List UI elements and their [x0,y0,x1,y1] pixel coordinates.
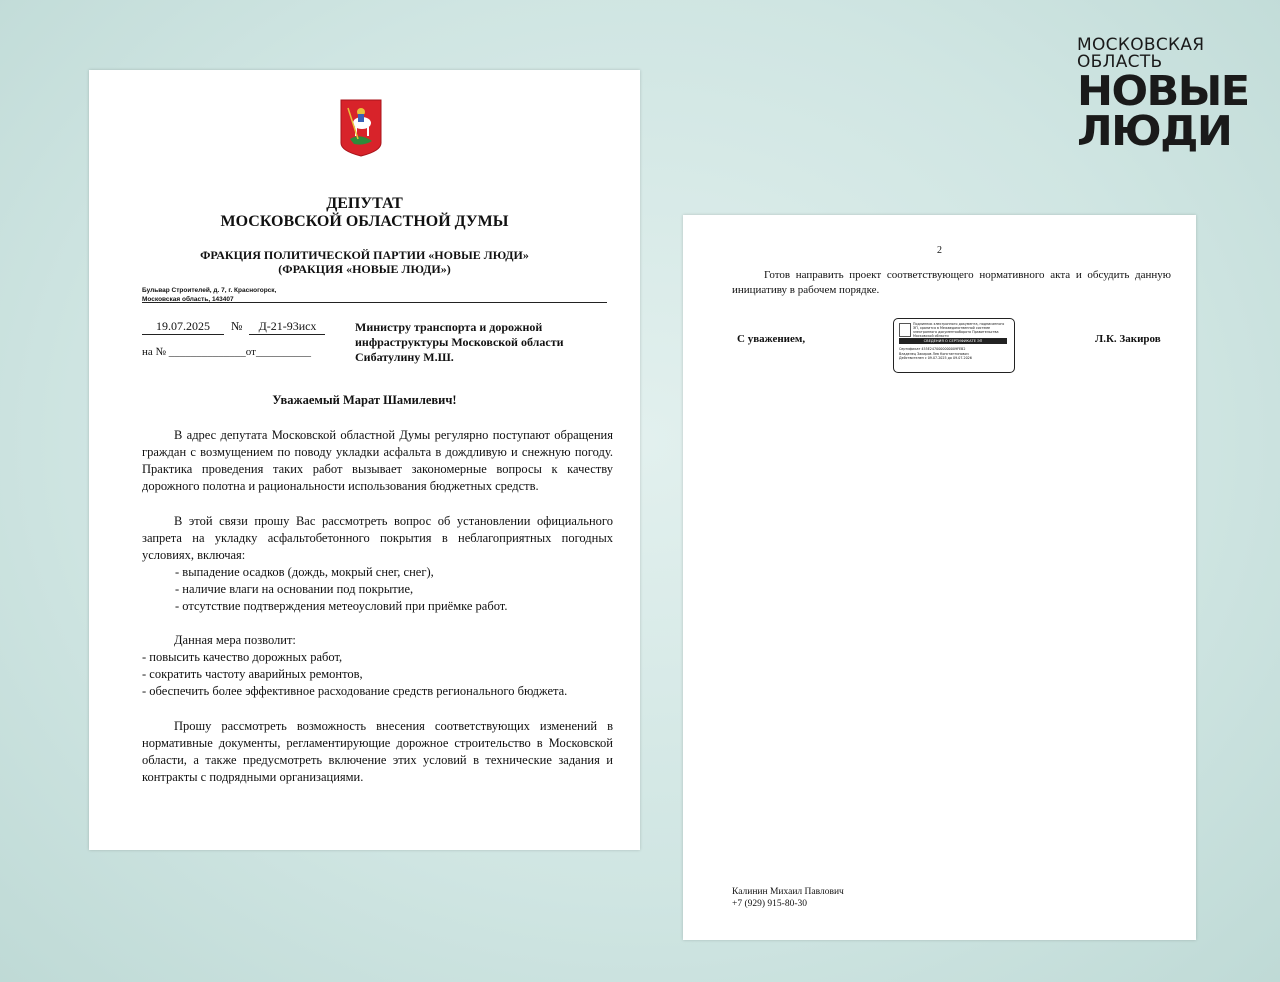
list-1 [175,564,507,615]
contact-name: Калинин Михаил Павлович [732,887,844,897]
heading-line-1: ДЕПУТАТ [326,195,403,212]
logo-line-1: МОСКОВСКАЯ [1077,35,1205,55]
logo-line-4: ЛЮДИ [1077,107,1232,155]
coat-of-arms-icon [340,99,382,157]
contact-phone: +7 (929) 915-80-30 [732,899,808,909]
list-2 [142,649,567,700]
stamp-valid: Действителен с 09.07.2025 до 09.07.2026 [899,356,972,361]
paragraph-2: В этой связи прошу Вас рассмотреть вопрос об установлении официального запрета на укладку асфальтобетонного покрытия в неблагоприятных погодных условиях, включая: [142,514,613,562]
faction-line-2: (ФРАКЦИЯ «НОВЫЕ ЛЮДИ») [278,262,451,276]
header-divider [142,302,607,303]
contact-info [732,886,844,910]
reference-line [142,346,311,358]
number-sign: № [231,319,243,333]
addressee-line-1: Министру транспорта и дорожной [355,320,543,334]
letter-page-2 [683,215,1196,940]
logo-line-2: ОБЛАСТЬ [1077,52,1163,72]
stamp-owner: Владелец Закиров Лев Константинович [899,351,969,356]
list-item: - отсутствие подтверждения метеоусловий при приёмке работ. [175,599,508,613]
outgoing-number-line [142,319,325,335]
list-item: - выпадение осадков (дождь, мокрый снег, снег), [175,565,434,579]
list-item: - обеспечить более эффективное расходование средств регионального бюджета. [142,684,568,698]
emblem-icon [899,323,911,337]
signer-name: Л.К. Закиров [1095,333,1161,345]
list-item: - наличие влаги на основании под покрытие, [175,582,414,596]
faction-heading [89,248,640,276]
logo-line-3: НОВЫЕ [1077,67,1249,115]
address-line-2: Московская область, 143407 [142,296,234,303]
stamp-cert: Сертификат 455E2470000000009FEB2 [899,347,966,351]
heading-line-2: МОСКОВСКОЙ ОБЛАСТНОЙ ДУМЫ [220,213,509,230]
letter-page-1 [89,70,640,850]
list-item: - сократить частоту аварийных ремонтов, [142,667,363,681]
address-line-1: Бульвар Строителей, д. 7, г. Красногорск, [142,287,277,294]
paragraph-4: Прошу рассмотреть возможность внесения соответствующих изменений в нормативные документы, регламентирующие дорожное строительство в Московской области, а также предусмотреть включение этих условий в технические задания и контракты с подрядными организациями. [142,719,613,784]
letter-date: 19.07.2025 [142,319,224,335]
party-logo [1077,36,1252,156]
deputy-heading [89,195,640,231]
stamp-title: СВЕДЕНИЯ О СЕРТИФИКАТЕ ЭП [899,338,1007,344]
list-item: - повысить качество дорожных работ, [142,650,343,664]
from-blank: __________ [255,346,311,358]
addressee-line-3: Сибатулину М.Ш. [355,350,454,364]
from-label: от [245,346,256,358]
stamp-header: Подлинник электронного документа, подписанного ЭП, хранится в Межведомственной системе электронного документооборота Правительства Московской области [913,322,1005,338]
addressee-line-2: инфраструктуры Московской области [355,335,564,349]
greeting: Уважаемый Марат Шамилевич! [272,393,457,407]
on-label: на № [142,346,167,358]
page-number: 2 [937,245,942,256]
addressee [355,320,615,365]
on-blank: ______________ [168,346,246,358]
paragraph-1: В адрес депутата Московской областной Думы регулярно поступают обращения граждан с возмущением по поводу укладки асфальта в дождливую и снежную погоду. Практика проведения таких работ вызывает закономерные вопросы к качеству дорожного полотна и рациональности использования бюджетных средств. [142,428,613,493]
closing-paragraph: Готов направить проект соответствующего нормативного акта и обсудить данную инициативу в рабочем порядке. [732,269,1171,296]
paragraph-3: Данная мера позволит: [174,633,296,647]
letter-number: Д-21-93исх [249,319,325,335]
faction-line-1: ФРАКЦИЯ ПОЛИТИЧЕСКОЙ ПАРТИИ «НОВЫЕ ЛЮДИ» [200,248,529,262]
stamp-details [899,347,1009,361]
e-signature-stamp [893,318,1015,373]
regards: С уважением, [737,333,806,345]
